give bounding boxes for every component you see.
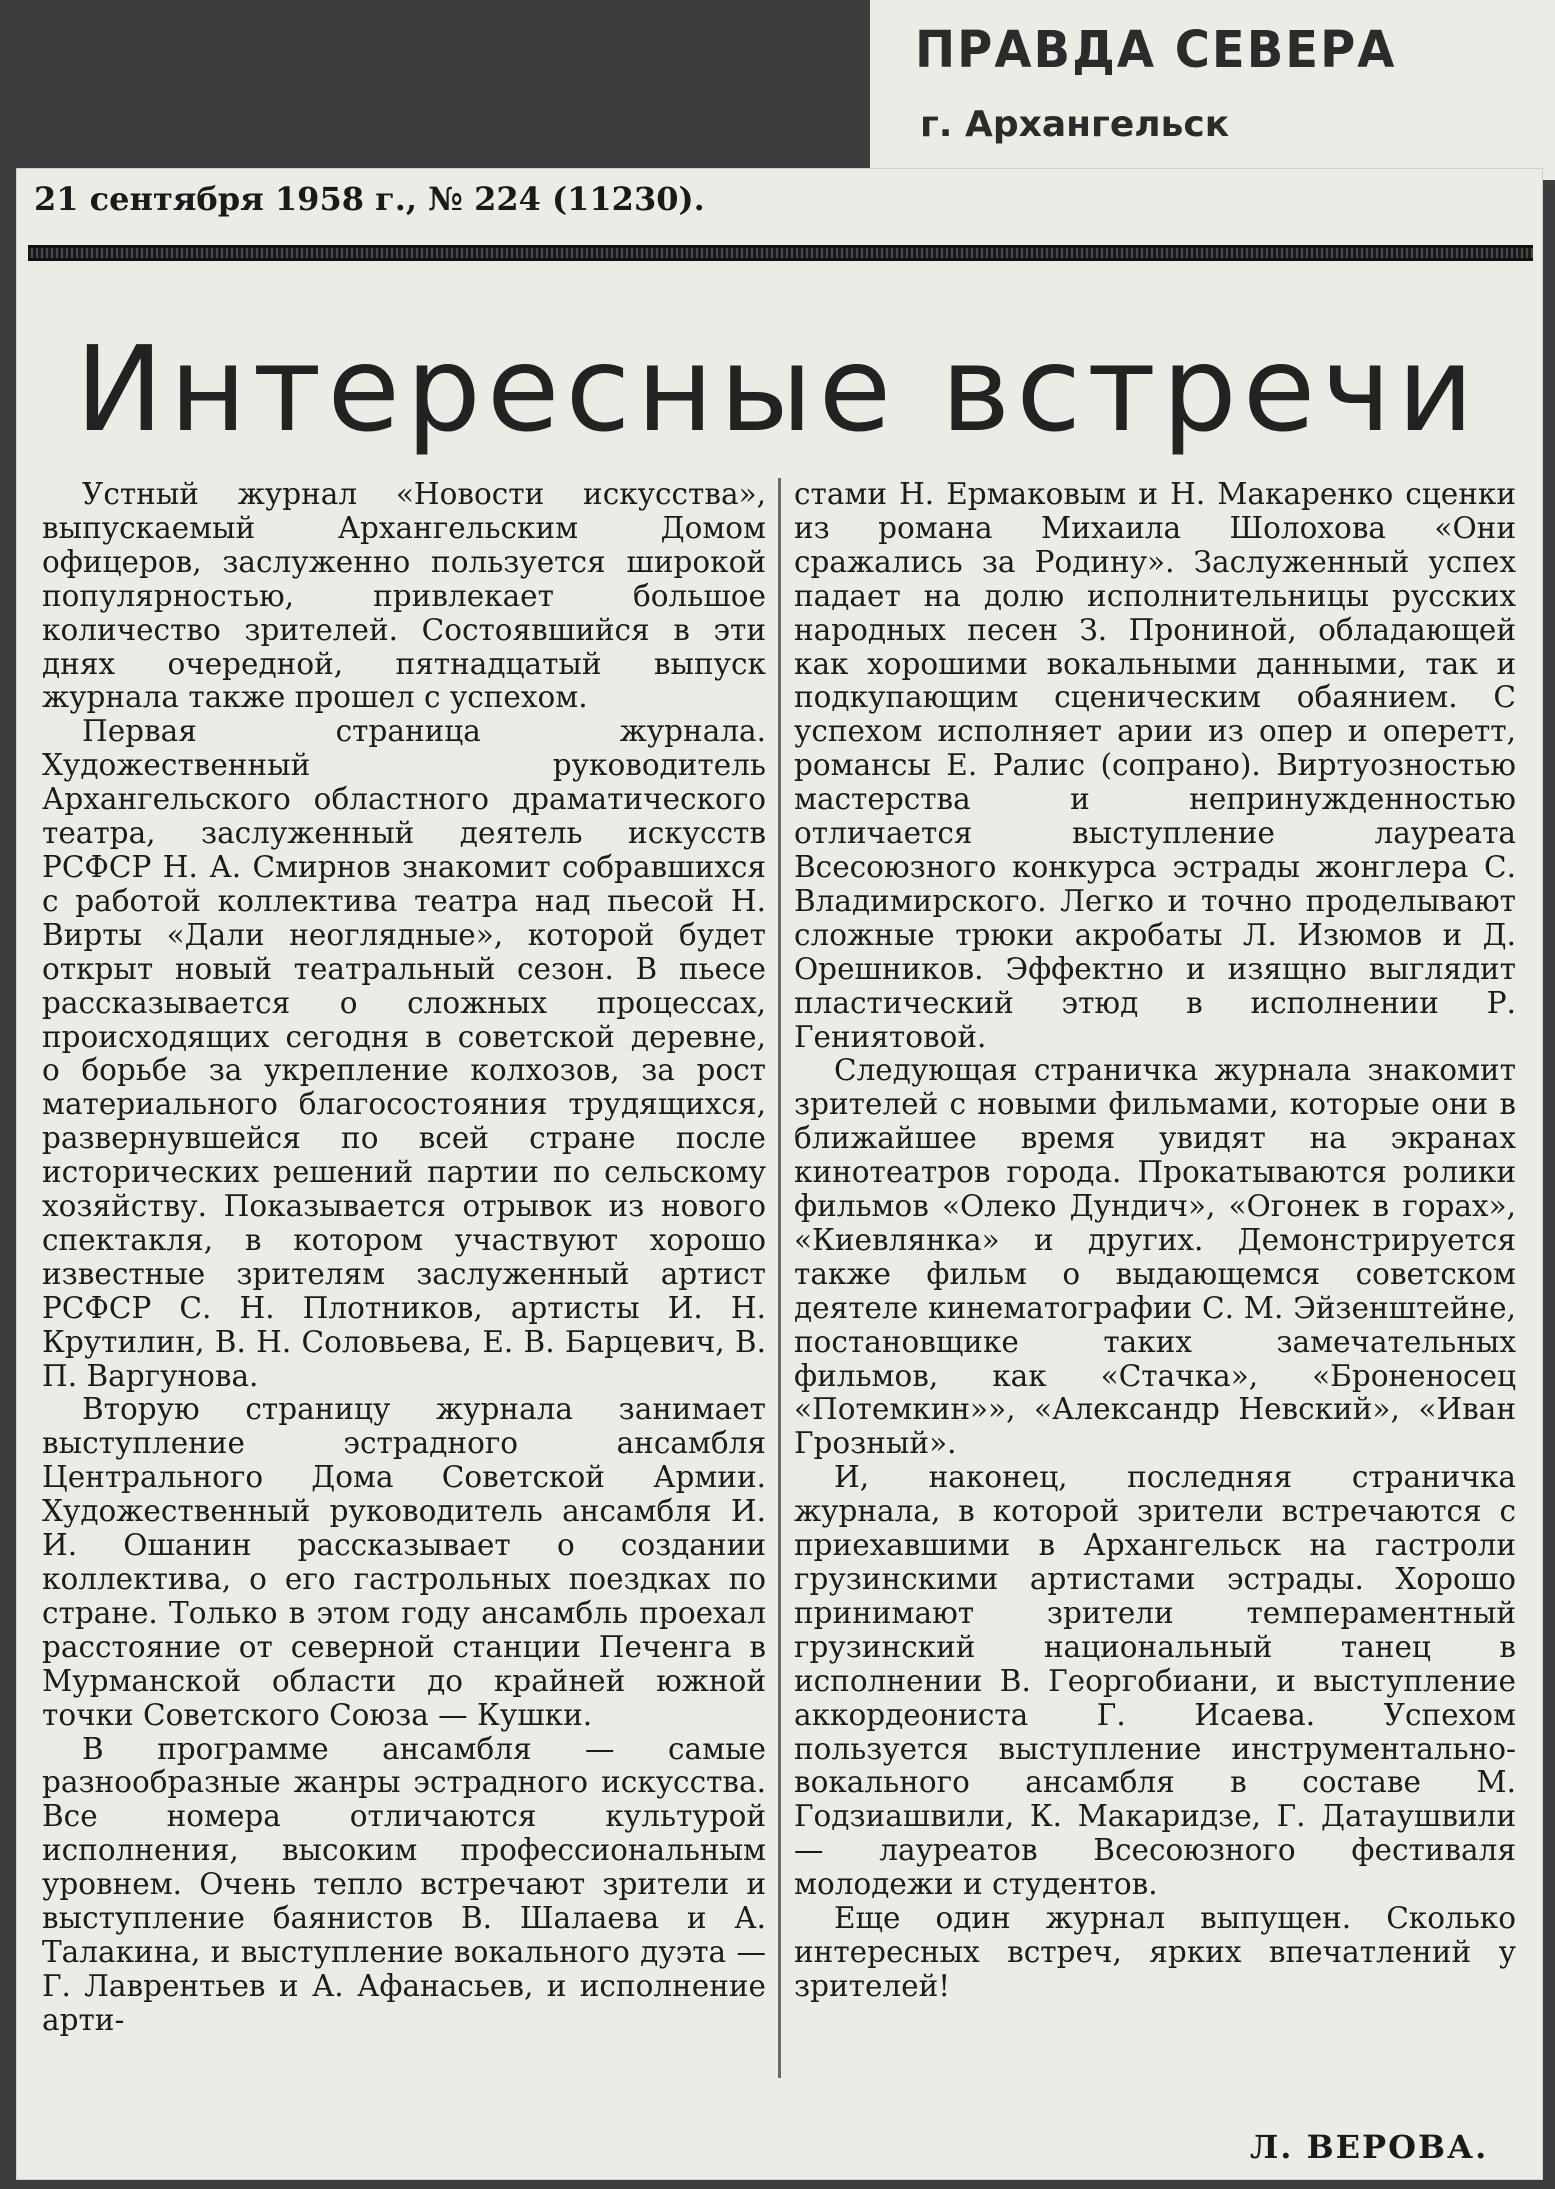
article-headline: Интересные встречи xyxy=(75,320,1480,458)
paragraph: В программе ансамбля — самые разнообразные жанры эстрадного искусства. Все номера отличаются культурой исполнения, высоким профессиональным уровнем. Очень тепло встречают зрители и выступление баянистов В. Шалаева и А. Талакина, и выступление вокального дуэта — Г. Лаврентьев и А. Афанасьев, и исполнение арти- xyxy=(42,1731,766,2037)
newspaper-stamp-title: ПРАВДА СЕВЕРА xyxy=(915,20,1397,80)
right-column xyxy=(794,478,1516,2004)
paragraph: Первая страница журнала. Художественный руководитель Архангельского областного драматического театра, заслуженный деятель искусств РСФСР Н. А. Смирнов знакомит собравшихся с работой коллектива театра над пьесой Н. Вирты «Дали неоглядные», которой будет открыт новый театральный сезон. В пьесе рассказывается о сложных процессах, происходящих сегодня в советской деревне, о борьбе за укрепление колхозов, за рост материального благосостояния трудящихся, развернувшейся по всей стране после исторических решений партии по сельскому хозяйству. Показывается отрывок из нового спектакля, в котором участвуют хорошо известные зрителям заслуженный артист РСФСР С. Н. Плотников, артисты И. Н. Крутилин, В. Н. Соловьева, Е. В. Барцевич, В. П. Варгунова. xyxy=(42,714,766,1393)
paragraph: Следующая страничка журнала знакомит зрителей с новыми фильмами, которые они в ближайшее время увидят на экранах кинотеатров города. Прокатываются ролики фильмов «Олеко Дундич», «Огонек в горах», «Киевлянка» и других. Демонстрируется также фильм о выдающемся советском деятеле кинематографии С. М. Эйзенштейне, постановщике таких замечательных фильмов, как «Стачка», «Броненосец «Потемкин»», «Александр Невский», «Иван Грозный». xyxy=(794,1053,1516,1461)
paragraph: И, наконец, последняя страничка журнала, в которой зрители встречаются с приехавшими в Архангельск на гастроли грузинскими артистами эстрады. Хорошо принимают зрители темпераментный грузинский национальный танец в исполнении В. Георгобиани, и выступление аккордеониста Г. Исаева. Успехом пользуется выступление инструментально-вокального ансамбля в составе М. Годзиашвили, К. Макаридзе, Г. Датаушвили — лауреатов Всесоюзного фестиваля молодежи и студентов. xyxy=(794,1460,1516,1902)
left-column xyxy=(42,478,766,2038)
header-rule xyxy=(28,245,1533,261)
column-divider xyxy=(778,478,781,2078)
paragraph: Еще один журнал выпущен. Сколько интересных встреч, ярких впечатлений у зрителей! xyxy=(794,1901,1516,2003)
author-signature: Л. ВЕРОВА. xyxy=(1250,2128,1489,2166)
paragraph: Вторую страницу журнала занимает выступление эстрадного ансамбля Центрального Дома Советской Армии. Художественный руководитель ансамбля И. И. Ошанин рассказывает о создании коллектива, о его гастрольных поездках по стране. Только в этом году ансамбль проехал расстояние от северной станции Печенга в Мурманской области до крайней южной точки Советского Союза — Кушки. xyxy=(42,1392,766,1732)
paragraph: стами Н. Ермаковым и Н. Макаренко сценки из романа Михаила Шолохова «Они сражались за Родину». Заслуженный успех падает на долю исполнительницы русских народных песен З. Прониной, обладающей как хорошими вокальными данными, так и подкупающим сценическим обаянием. С успехом исполняет арии из опер и оперетт, романсы Е. Ралис (сопрано). Виртуозностью мастерства и непринужденностью отличается выступление лауреата Всесоюзного конкурса эстрады жонглера С. Владимирского. Легко и точно проделывают сложные трюки акробаты Л. Изюмов и Д. Орешников. Эффектно и изящно выглядит пластический этюд в исполнении Р. Гениятовой. xyxy=(794,477,1516,1054)
newspaper-stamp-city: г. Архангельск xyxy=(920,104,1230,145)
issue-dateline: 21 сентября 1958 г., № 224 (11230). xyxy=(34,180,705,218)
paragraph: Устный журнал «Новости искусства», выпускаемый Архангельским Домом офицеров, заслуженно пользуется широкой популярностью, привлекает большое количество зрителей. Состоявшийся в эти днях очередной, пятнадцатый выпуск журнала также прошел с успехом. xyxy=(42,477,766,715)
